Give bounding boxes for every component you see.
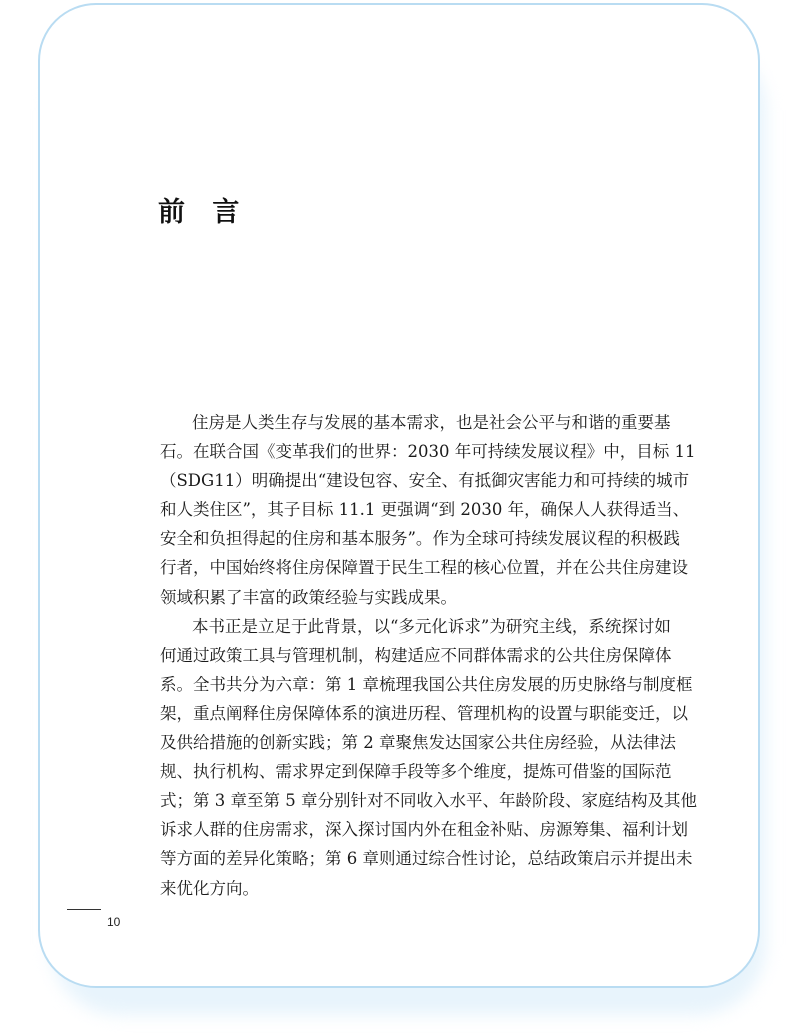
text-line: 本书正是立足于此背景，以“多元化诉求”为研究主线，系统探讨如 bbox=[192, 616, 671, 636]
text-line: 和人类住区”，其子目标 11.1 更强调“到 2030 年，确保人人获得适当、 bbox=[160, 500, 690, 520]
text-line: （SDG11）明确提出“建设包容、安全、有抵御灾害能力和可持续的城市 bbox=[160, 471, 690, 491]
paragraph-2 bbox=[160, 612, 697, 903]
text-line: 领域积累了丰富的政策经验与实践成果。 bbox=[160, 587, 457, 607]
text-line: 行者，中国始终将住房保障置于民生工程的核心位置，并在公共住房建设 bbox=[160, 558, 688, 578]
text-line: 架，重点阐释住房保障体系的演进历程、管理机构的设置与职能变迁，以 bbox=[160, 703, 688, 723]
page-number: 10 bbox=[107, 915, 121, 929]
footer-rule bbox=[67, 909, 101, 910]
text-line: 等方面的差异化策略；第 6 章则通过综合性讨论，总结政策启示并提出未 bbox=[160, 849, 693, 869]
text-line: 式；第 3 章至第 5 章分别针对不同收入水平、年龄阶段、家庭结构及其他 bbox=[160, 791, 697, 811]
text-line: 安全和负担得起的住房和基本服务”。作为全球可持续发展议程的积极践 bbox=[160, 529, 680, 549]
text-line: 何通过政策工具与管理机制，构建适应不同群体需求的公共住房保障体 bbox=[160, 645, 672, 665]
text-line: 及供给措施的创新实践；第 2 章聚焦发达国家公共住房经验，从法律法 bbox=[160, 733, 676, 753]
text-line: 住房是人类生存与发展的基本需求，也是社会公平与和谐的重要基 bbox=[192, 413, 671, 432]
paragraph-1 bbox=[160, 408, 696, 612]
body-text bbox=[160, 408, 697, 903]
text-line: 来优化方向。 bbox=[160, 878, 259, 898]
page-title: 前 言 bbox=[158, 197, 249, 228]
text-line: 规、执行机构、需求界定到保障手段等多个维度，提炼可借鉴的国际范 bbox=[160, 762, 672, 782]
text-line: 石。在联合国《变革我们的世界：2030 年可持续发展议程》中，目标 11 bbox=[160, 442, 696, 462]
text-line: 系。全书共分为六章：第 1 章梳理我国公共住房发展的历史脉络与制度框 bbox=[160, 674, 693, 694]
text-line: 诉求人群的住房需求，深入探讨国内外在租金补贴、房源筹集、福利计划 bbox=[160, 820, 688, 840]
